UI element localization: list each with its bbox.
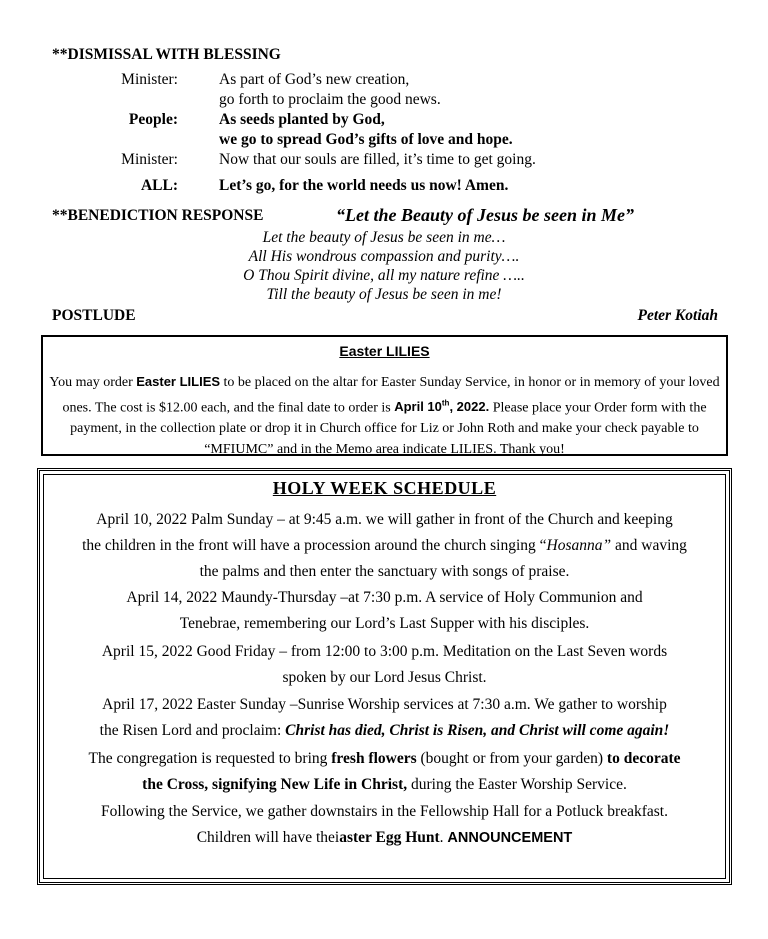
entry-emphasis: fresh flowers: [331, 750, 417, 767]
verse-line: Let the beauty of Jesus be seen in me…: [262, 229, 506, 246]
dismissal-heading: **DISMISSAL WITH BLESSING: [52, 46, 281, 63]
entry-emphasis: the Cross, signifying New Life in Christ,: [142, 776, 408, 793]
liturgy-line: Now that our souls are filled, it’s time to get going.: [219, 151, 536, 168]
liturgy-row: [0, 71, 768, 91]
entry-line: [44, 772, 725, 798]
potluck-entry: [44, 799, 725, 851]
lilies-title: Easter LILIES: [339, 343, 430, 359]
entry-line: [44, 825, 725, 851]
lilies-text: You may order: [49, 375, 137, 390]
liturgy-line: we go to spread God’s gifts of love and hope.: [219, 131, 513, 148]
liturgy-row: [0, 151, 768, 171]
liturgy-row: [0, 131, 768, 151]
postlude-performer: Peter Kotiah: [637, 307, 718, 324]
liturgy-line: go forth to proclaim the good news.: [219, 91, 441, 108]
entry-line: April 15, 2022 Good Friday – from 12:00 to 3:00 p.m. Meditation on the Last Seven words: [101, 643, 668, 660]
deadline-suffix: th: [441, 399, 450, 408]
entry-text: and waving: [611, 537, 687, 554]
holy-week-title: HOLY WEEK SCHEDULE: [272, 478, 497, 498]
lilies-text: to be placed on the altar for Easter Sunday Service, in honor or in memory of your loved ones. The cost is $12.00 each, and the final date to order is: [62, 375, 720, 416]
entry-text: during the Easter Worship Service.: [407, 776, 627, 793]
liturgy-row: [0, 111, 768, 131]
liturgy-row: [0, 91, 768, 111]
role-label: Minister:: [121, 151, 178, 168]
flowers-entry: [44, 746, 725, 798]
entry-line: April 14, 2022 Maundy-Thursday –at 7:30 p.m. A service of Holy Communion and: [126, 589, 643, 606]
song-title: “Let the Beauty of Jesus be seen in Me”: [336, 205, 634, 225]
entry-text: .: [439, 829, 448, 846]
entry-line: [44, 533, 725, 559]
palm-sunday-entry: [44, 507, 725, 585]
entry-line: [44, 746, 725, 772]
entry-line: April 17, 2022 Easter Sunday –Sunrise Worship services at 7:30 a.m. We gather to worship: [102, 696, 667, 713]
deadline-date: April 10: [394, 399, 442, 415]
deadline-year: , 2022.: [449, 399, 490, 415]
maundy-thursday-entry: [44, 585, 725, 637]
easter-lilies-box: [41, 335, 728, 456]
good-friday-entry: [44, 639, 725, 691]
entry-text: Children will have thei: [196, 829, 340, 846]
role-label: People:: [128, 111, 178, 128]
proclamation-text: Christ has died, Christ is Risen, and Christ will come again!: [285, 722, 670, 739]
entry-text: The congregation is requested to bring: [88, 750, 332, 767]
liturgy-row: [0, 177, 768, 197]
lilies-emphasis: Easter LILIES: [136, 374, 221, 389]
lilies-text: Please place your Order form with the payment, in the collection plate or drop it in Church office for Liz or John Roth and make your check payable to “MFIUMC” and in the Memo area indicate LILIES. Thank you!: [70, 400, 707, 458]
postlude-label: POSTLUDE: [52, 307, 136, 324]
announcement-label: ANNOUNCEMENT: [447, 830, 573, 846]
easter-sunday-entry: [44, 692, 725, 744]
benediction-heading: **BENEDICTION RESPONSE: [52, 207, 264, 224]
liturgy-line: As seeds planted by God,: [219, 111, 385, 128]
entry-line: spoken by our Lord Jesus Christ.: [282, 669, 487, 686]
entry-text: (bought or from your garden): [416, 750, 607, 767]
holy-week-inner: [43, 474, 726, 879]
role-label: ALL:: [140, 177, 178, 194]
role-label: Minister:: [121, 71, 178, 88]
entry-emphasis: to decorate: [606, 750, 681, 767]
verse-line: O Thou Spirit divine, all my nature refine …..: [243, 267, 525, 284]
liturgy-line: As part of God’s new creation,: [219, 71, 410, 88]
holy-week-box: [37, 468, 732, 885]
entry-line: the palms and then enter the sanctuary with songs of praise.: [199, 563, 570, 580]
entry-line: Tenebrae, remembering our Lord’s Last Supper with his disciples.: [179, 615, 590, 632]
entry-emphasis: aster Egg Hunt: [339, 829, 440, 846]
entry-text: the Risen Lord and proclaim:: [99, 722, 286, 739]
hosanna-text: Hosanna”: [546, 537, 612, 554]
verse-line: All His wondrous compassion and purity….: [248, 248, 520, 265]
order-deadline: [394, 399, 489, 414]
entry-line: Following the Service, we gather downstairs in the Fellowship Hall for a Potluck breakfast.: [101, 803, 668, 820]
entry-line: [44, 718, 725, 744]
entry-text: the children in the front will have a procession around the church singing “: [82, 537, 547, 554]
lilies-paragraph: [49, 371, 720, 460]
verse-line: Till the beauty of Jesus be seen in me!: [266, 286, 502, 303]
entry-line: April 10, 2022 Palm Sunday – at 9:45 a.m. we will gather in front of the Church and keeping: [96, 511, 673, 528]
liturgy-line: Let’s go, for the world needs us now! Amen.: [219, 177, 509, 194]
